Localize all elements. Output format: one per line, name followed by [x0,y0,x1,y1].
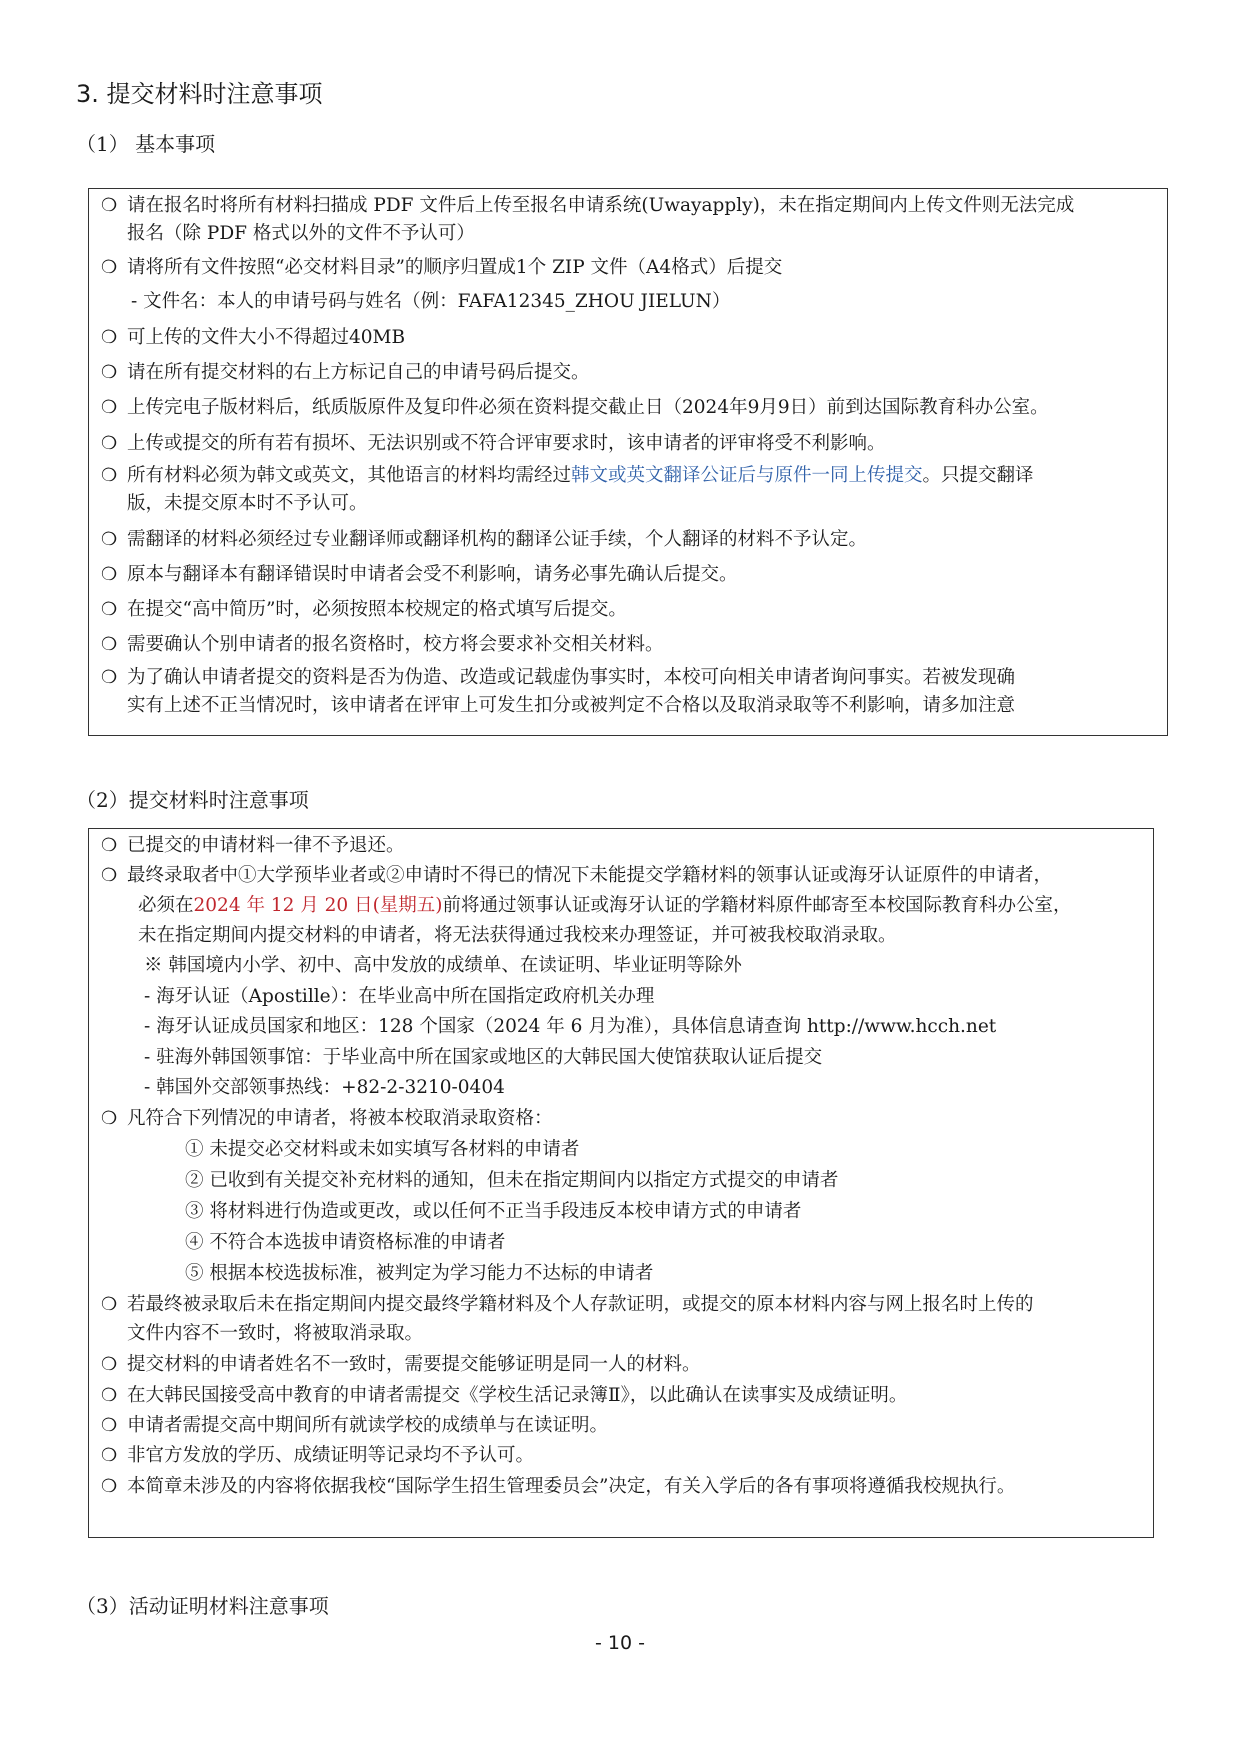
translation-note-link: 韩文或英文翻译公证后与原件一同上传提交 [571,465,923,486]
note-item: ※ 韩国境内小学、初中、高中发放的成绩单、在读证明、毕业证明等除外 [144,955,742,976]
bullet-icon: ❍ [101,1385,118,1406]
list-item: ❍ 本简章未涉及的内容将依据我校“国际学生招生管理委员会”决定，有关入学后的各有事项将遵循我校规执行。 [101,1472,1153,1502]
list-item-cont: 实有上述不正当情况时，该申请者在评审上可发生扣分或被判定不合格以及取消录取等不利影响，请多加注意 [127,695,1016,716]
section-title: 3. 提交材料时注意事项 [76,80,323,108]
numbered-item: ④ 不符合本选拔申请资格标准的申请者 [185,1232,506,1253]
list-subitem: - 海牙认证（Apostille）：在毕业高中所在国指定政府机关办理 [144,986,655,1007]
bullet-icon: ❍ [101,327,118,348]
submission-items-box [88,828,1154,1538]
subsection-title-activity: （3）活动证明材料注意事项 [76,1594,329,1618]
bullet-icon: ❍ [101,397,118,418]
bullet-icon: ❍ [101,362,118,383]
list-item-cont: 未在指定期间内提交材料的申请者，将无法获得通过我校来办理签证，并可被我校取消录取。 [138,925,897,946]
bullet-icon: ❍ [101,599,118,620]
list-item: ❍ 可上传的文件大小不得超过40MB [101,323,1167,353]
subsection-title-basic: （1） 基本事项 [76,132,216,156]
deadline-date: 2024 年 12 月 20 日(星期五) [193,895,443,916]
page-number: - 10 - [595,1632,645,1654]
list-item: ❍ 在提交“高中简历”时，必须按照本校规定的格式填写后提交。 [101,595,1167,625]
bullet-icon: ❍ [101,835,118,856]
list-subitem: - 韩国外交部领事热线：+82-2-3210-0404 [144,1077,505,1098]
list-item: ❍ 为了确认申请者提交的资料是否为伪造、改造或记载虚伪事实时，本校可向相关申请者询问事实。若被发现确 [101,663,1167,693]
bullet-icon: ❍ [101,195,118,216]
list-item: ❍ 请将所有文件按照“必交材料目录”的顺序归置成1个 ZIP 文件（A4格式）后提交 [101,253,1167,283]
basic-items-box [88,188,1168,736]
list-item: ❍ 需要确认个别申请者的报名资格时，校方将会要求补交相关材料。 [101,630,1167,660]
list-item: ❍ 请在报名时将所有材料扫描成 PDF 文件后上传至报名申请系统(Uwayapply)，未在指定期间内上传文件则无法完成 [101,191,1167,221]
list-item: ❍ 若最终被录取后未在指定期间内提交最终学籍材料及个人存款证明，或提交的原本材料内容与网上报名时上传的 [101,1290,1153,1320]
numbered-item: ② 已收到有关提交补充材料的通知，但未在指定期间内以指定方式提交的申请者 [185,1170,839,1191]
numbered-item: ⑤ 根据本校选拔标准，被判定为学习能力不达标的申请者 [185,1263,654,1284]
bullet-icon: ❍ [101,1294,118,1315]
list-item: ❍ 原本与翻译本有翻译错误时申请者会受不利影响，请务必事先确认后提交。 [101,560,1167,590]
bullet-icon: ❍ [101,433,118,454]
list-item-cont: 必须在2024 年 12 月 20 日(星期五)前将通过领事认证或海牙认证的学籍材料原件邮寄至本校国际教育科办公室， [138,895,1072,916]
bullet-icon: ❍ [101,634,118,655]
list-item: ❍ 最终录取者中①大学预毕业者或②申请时不得已的情况下未能提交学籍材料的领事认证或海牙认证原件的申请者， [101,861,1153,891]
list-item: ❍ 在大韩民国接受高中教育的申请者需提交《学校生活记录簿Ⅱ》，以此确认在读事实及成绩证明。 [101,1381,1153,1411]
list-item: ❍ 上传完电子版材料后，纸质版原件及复印件必须在资料提交截止日（2024年9月9日）前到达国际教育科办公室。 [101,393,1167,423]
list-item: ❍ 所有材料必须为韩文或英文，其他语言的材料均需经过韩文或英文翻译公证后与原件一同上传提交。只提交翻译 [101,461,1167,491]
bullet-icon: ❍ [101,1445,118,1466]
bullet-icon: ❍ [101,865,118,886]
bullet-icon: ❍ [101,564,118,585]
bullet-icon: ❍ [101,667,118,688]
bullet-icon: ❍ [101,1415,118,1436]
bullet-icon: ❍ [101,1354,118,1375]
numbered-item: ① 未提交必交材料或未如实填写各材料的申请者 [185,1139,580,1160]
list-item-cont: 文件内容不一致时，将被取消录取。 [127,1323,424,1344]
list-subitem: - 驻海外韩国领事馆：于毕业高中所在国家或地区的大韩民国大使馆获取认证后提交 [144,1047,823,1068]
list-item-cont: 版，未提交原本时不予认可。 [127,493,368,514]
bullet-icon: ❍ [101,465,118,486]
list-item: ❍ 提交材料的申请者姓名不一致时，需要提交能够证明是同一人的材料。 [101,1350,1153,1380]
numbered-item: ③ 将材料进行伪造或更改，或以任何不正当手段违反本校申请方式的申请者 [185,1201,802,1222]
list-item: ❍ 申请者需提交高中期间所有就读学校的成绩单与在读证明。 [101,1411,1153,1441]
bullet-icon: ❍ [101,1108,118,1129]
list-subitem: - 文件名：本人的申请号码与姓名（例：FAFA12345_ZHOU JIELUN） [131,291,731,312]
list-item: ❍ 非官方发放的学历、成绩证明等记录均不予认可。 [101,1441,1153,1471]
bullet-icon: ❍ [101,257,118,278]
list-item: ❍ 上传或提交的所有若有损坏、无法识别或不符合评审要求时，该申请者的评审将受不利影响。 [101,429,1167,459]
bullet-icon: ❍ [101,529,118,550]
list-subitem: - 海牙认证成员国家和地区：128 个国家（2024 年 6 月为准），具体信息请查询 http://www.hcch.net [144,1016,997,1037]
list-item: ❍ 需翻译的材料必须经过专业翻译师或翻译机构的翻译公证手续，个人翻译的材料不予认定。 [101,525,1167,555]
list-item: ❍ 凡符合下列情况的申请者，将被本校取消录取资格： [101,1104,1153,1134]
list-item: ❍ 请在所有提交材料的右上方标记自己的申请号码后提交。 [101,358,1167,388]
subsection-title-submission: （2）提交材料时注意事项 [76,788,309,812]
list-item: ❍ 已提交的申请材料一律不予退还。 [101,831,1153,861]
bullet-icon: ❍ [101,1476,118,1497]
list-item-cont: 报名（除 PDF 格式以外的文件不予认可） [127,223,475,244]
